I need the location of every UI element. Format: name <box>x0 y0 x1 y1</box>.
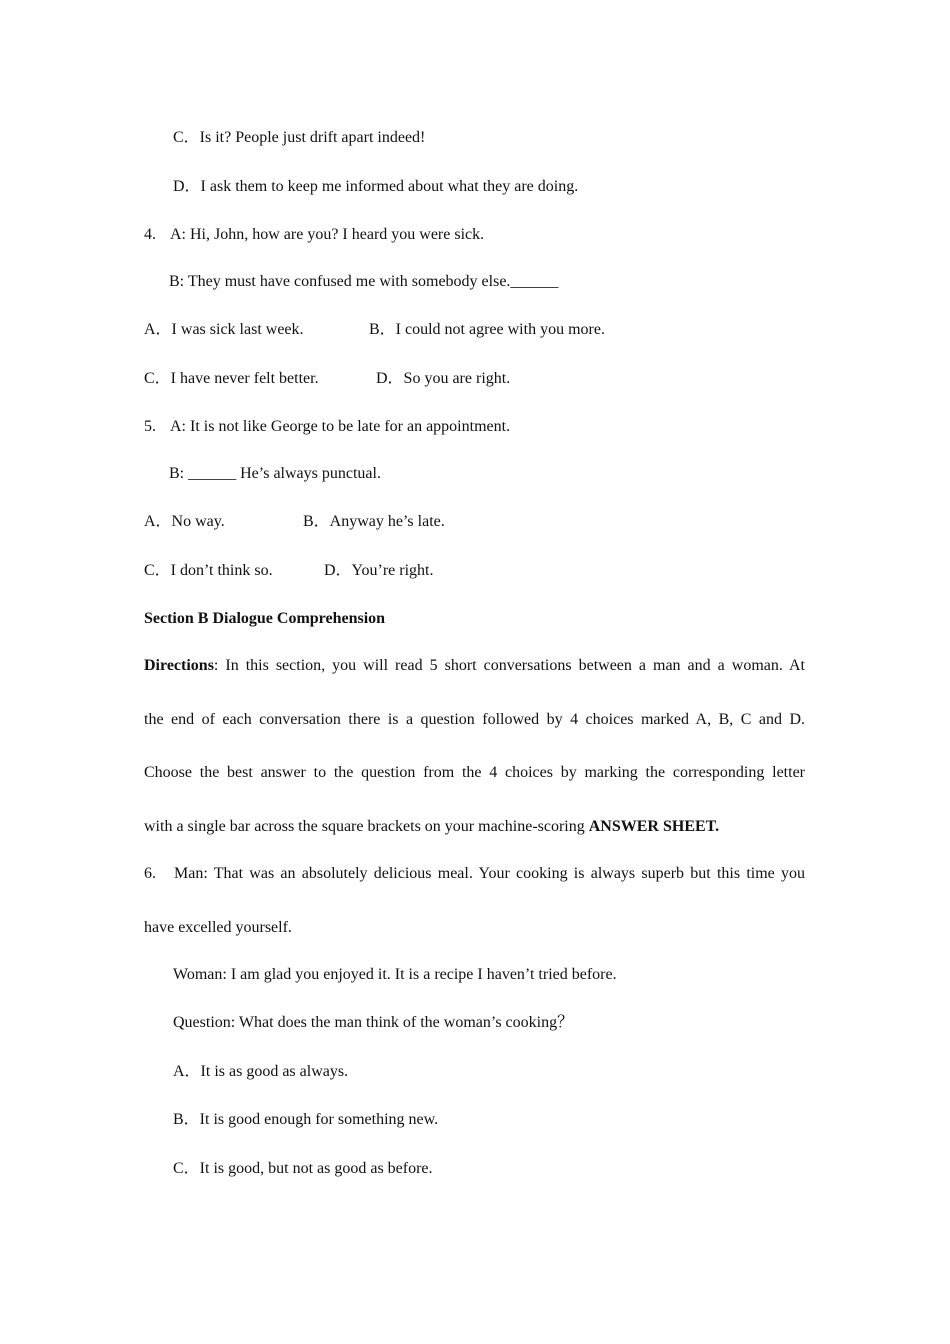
q4-option-c: C．I have never felt better. <box>144 370 319 387</box>
directions-text-4: with a single bar across the square brackets on your machine-scoring <box>144 818 589 835</box>
q6-option-c: C．It is good, but not as good as before. <box>173 1160 433 1177</box>
q6-question: Question: What does the man think of the woman’s cooking？ <box>173 1014 574 1031</box>
q5-line-b: B: ______ He’s always punctual. <box>169 465 381 482</box>
directions-line-4 <box>144 817 719 837</box>
q5-number: 5. <box>144 418 156 435</box>
answer-sheet-label: ANSWER SHEET. <box>588 818 720 835</box>
q3-option-d: D．I ask them to keep me informed about what they are doing. <box>173 178 579 195</box>
q6-option-b: B．It is good enough for something new. <box>173 1111 439 1128</box>
q5-option-a: A．No way. <box>144 513 225 530</box>
q5-line-a <box>144 417 510 437</box>
directions-line-1 <box>144 656 805 676</box>
q6-option-a: A．It is as good as always. <box>173 1063 349 1080</box>
directions-label: Directions <box>144 657 214 674</box>
q6-number: 6. <box>144 865 156 882</box>
section-b-title: Section B Dialogue Comprehension <box>144 610 386 627</box>
directions-line-3: Choose the best answer to the question from the 4 choices by marking the corresponding letter <box>144 764 805 781</box>
q6-man-line-2: have excelled yourself. <box>144 919 292 936</box>
q6-man-line-1 <box>144 864 805 884</box>
q3-option-c: C．Is it? People just drift apart indeed! <box>173 129 426 146</box>
q5-option-c: C．I don’t think so. <box>144 562 273 579</box>
q5-speaker-a: A: It is not like George to be late for an appointment. <box>170 418 511 435</box>
q4-line-a <box>144 225 484 245</box>
directions-text-1: : In this section, you will read 5 short conversations between a man and a woman. At <box>213 657 805 674</box>
q4-speaker-a: A: Hi, John, how are you? I heard you were sick. <box>170 226 485 243</box>
directions-line-2: the end of each conversation there is a question followed by 4 choices marked A, B, C and D. <box>144 711 805 728</box>
q4-option-b: B．I could not agree with you more. <box>369 321 605 338</box>
q4-number: 4. <box>144 226 156 243</box>
q5-option-b: B．Anyway he’s late. <box>303 513 445 530</box>
q6-man-text: Man: That was an absolutely delicious meal. Your cooking is always superb but this time you <box>174 865 805 882</box>
q5-option-d: D．You’re right. <box>324 562 434 579</box>
q4-option-a: A．I was sick last week. <box>144 321 304 338</box>
q4-option-d: D．So you are right. <box>376 370 511 387</box>
q6-woman-line: Woman: I am glad you enjoyed it. It is a recipe I haven’t tried before. <box>173 966 617 983</box>
q4-line-b: B: They must have confused me with somebody else.______ <box>169 273 559 290</box>
